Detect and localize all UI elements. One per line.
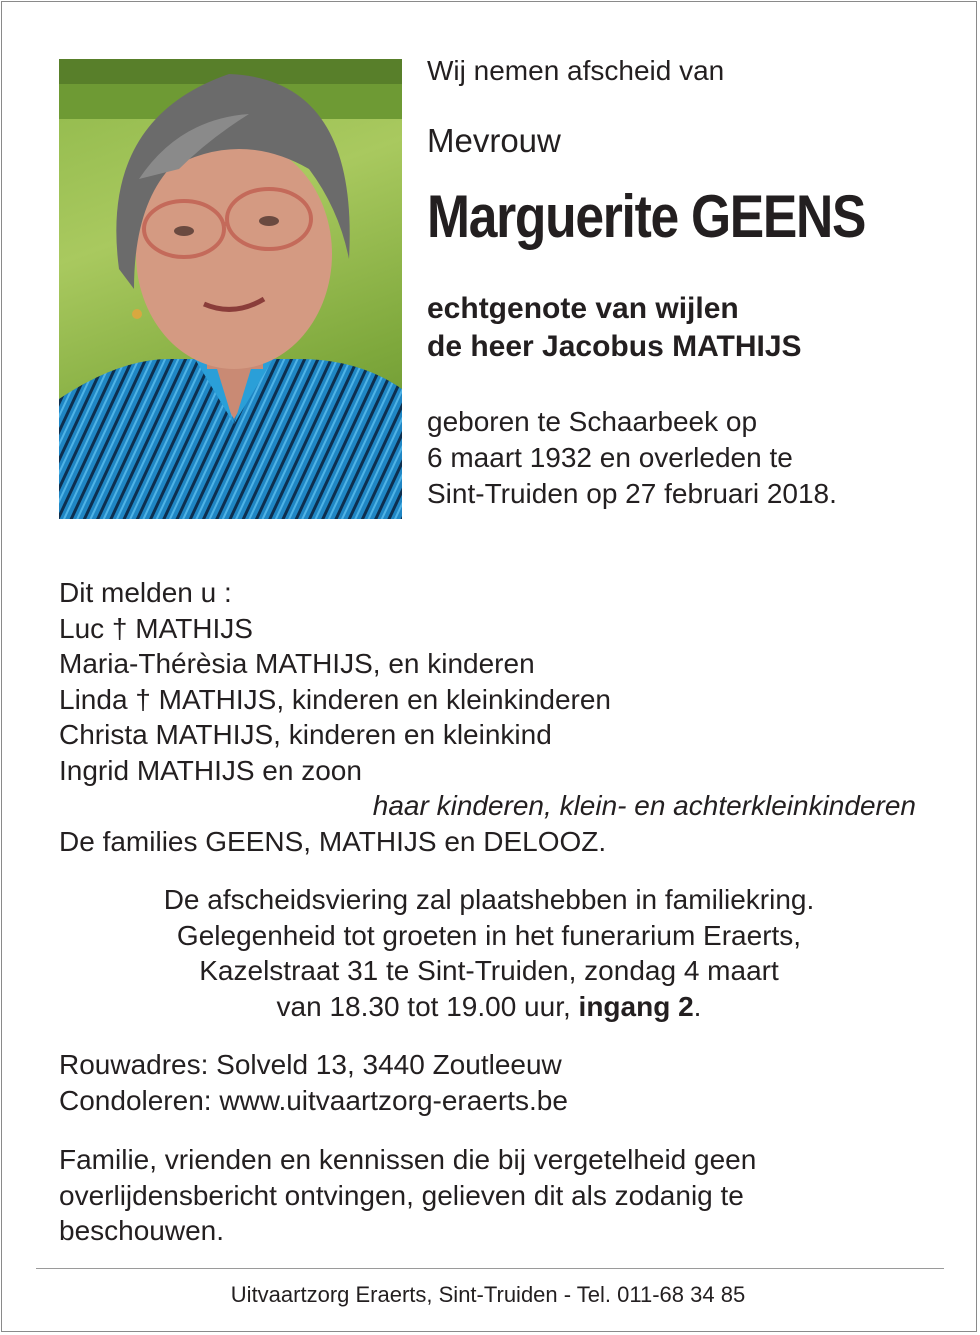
deceased-name: Marguerite GEENS <box>427 183 866 250</box>
announce-line: Christa MATHIJS, kinderen en kleinkind <box>59 719 552 750</box>
families-line: De families GEENS, MATHIJS en DELOOZ. <box>59 825 607 857</box>
portrait-illustration <box>59 59 402 519</box>
note-line: Familie, vrienden en kennissen die bij vergetelheid geen <box>59 1144 757 1175</box>
entrance-label: ingang 2 <box>578 990 694 1022</box>
portrait-photo <box>59 59 402 519</box>
honorific: Mevrouw <box>427 122 561 159</box>
birth-line: Sint-Truiden op 27 februari 2018. <box>427 478 837 509</box>
ceremony-period: . <box>693 990 702 1022</box>
announce-line: Ingrid MATHIJS en zoon <box>59 754 362 786</box>
intro-text: Wij nemen afscheid van <box>427 55 725 86</box>
announce-line: Dit melden u : <box>59 577 232 608</box>
family-note <box>59 1142 929 1249</box>
note-line: overlijdensbericht ontvingen, gelieven dit als zodanig te <box>59 1179 744 1211</box>
birth-line: 6 maart 1932 en overleden te <box>427 442 793 473</box>
ceremony-time-line <box>59 989 919 1025</box>
announce-line: Luc † MATHIJS <box>59 612 253 644</box>
ceremony-line: Gelegenheid tot groeten in het funerarium Eraerts, <box>176 919 802 951</box>
ceremony-time: van 18.30 tot 19.00 uur, <box>276 990 579 1022</box>
ceremony-line: Kazelstraat 31 te Sint-Truiden, zondag 4 maart <box>199 955 779 986</box>
condolence-link: Condoleren: www.uitvaartzorg-eraerts.be <box>59 1084 568 1116</box>
mourning-address: Rouwadres: Solveld 13, 3440 Zoutleeuw <box>59 1049 562 1080</box>
ceremony-info <box>59 882 919 1024</box>
footer-text: Uitvaartzorg Eraerts, Sint-Truiden - Tel. 011-68 34 85 <box>230 1282 746 1307</box>
announcement-list <box>59 575 929 859</box>
announce-line: Maria-Thérèsia MATHIJS, en kinderen <box>59 648 535 679</box>
header-text <box>427 52 947 512</box>
birth-death-info <box>427 404 947 512</box>
spouse-info <box>427 290 947 366</box>
announce-line: Linda † MATHIJS, kinderen en kleinkinderen <box>59 683 612 715</box>
footer-divider <box>36 1268 944 1269</box>
ceremony-line: De afscheidsviering zal plaatshebben in familiekring. <box>163 884 815 915</box>
spouse-line: de heer Jacobus MATHIJS <box>427 330 802 363</box>
contact-info <box>59 1047 929 1118</box>
spouse-line: echtgenote van wijlen <box>427 292 739 325</box>
birth-line: geboren te Schaarbeek op <box>427 406 758 437</box>
grandchildren-line: haar kinderen, klein- en achterkleinkinderen <box>372 790 916 821</box>
note-line: beschouwen. <box>59 1215 225 1246</box>
